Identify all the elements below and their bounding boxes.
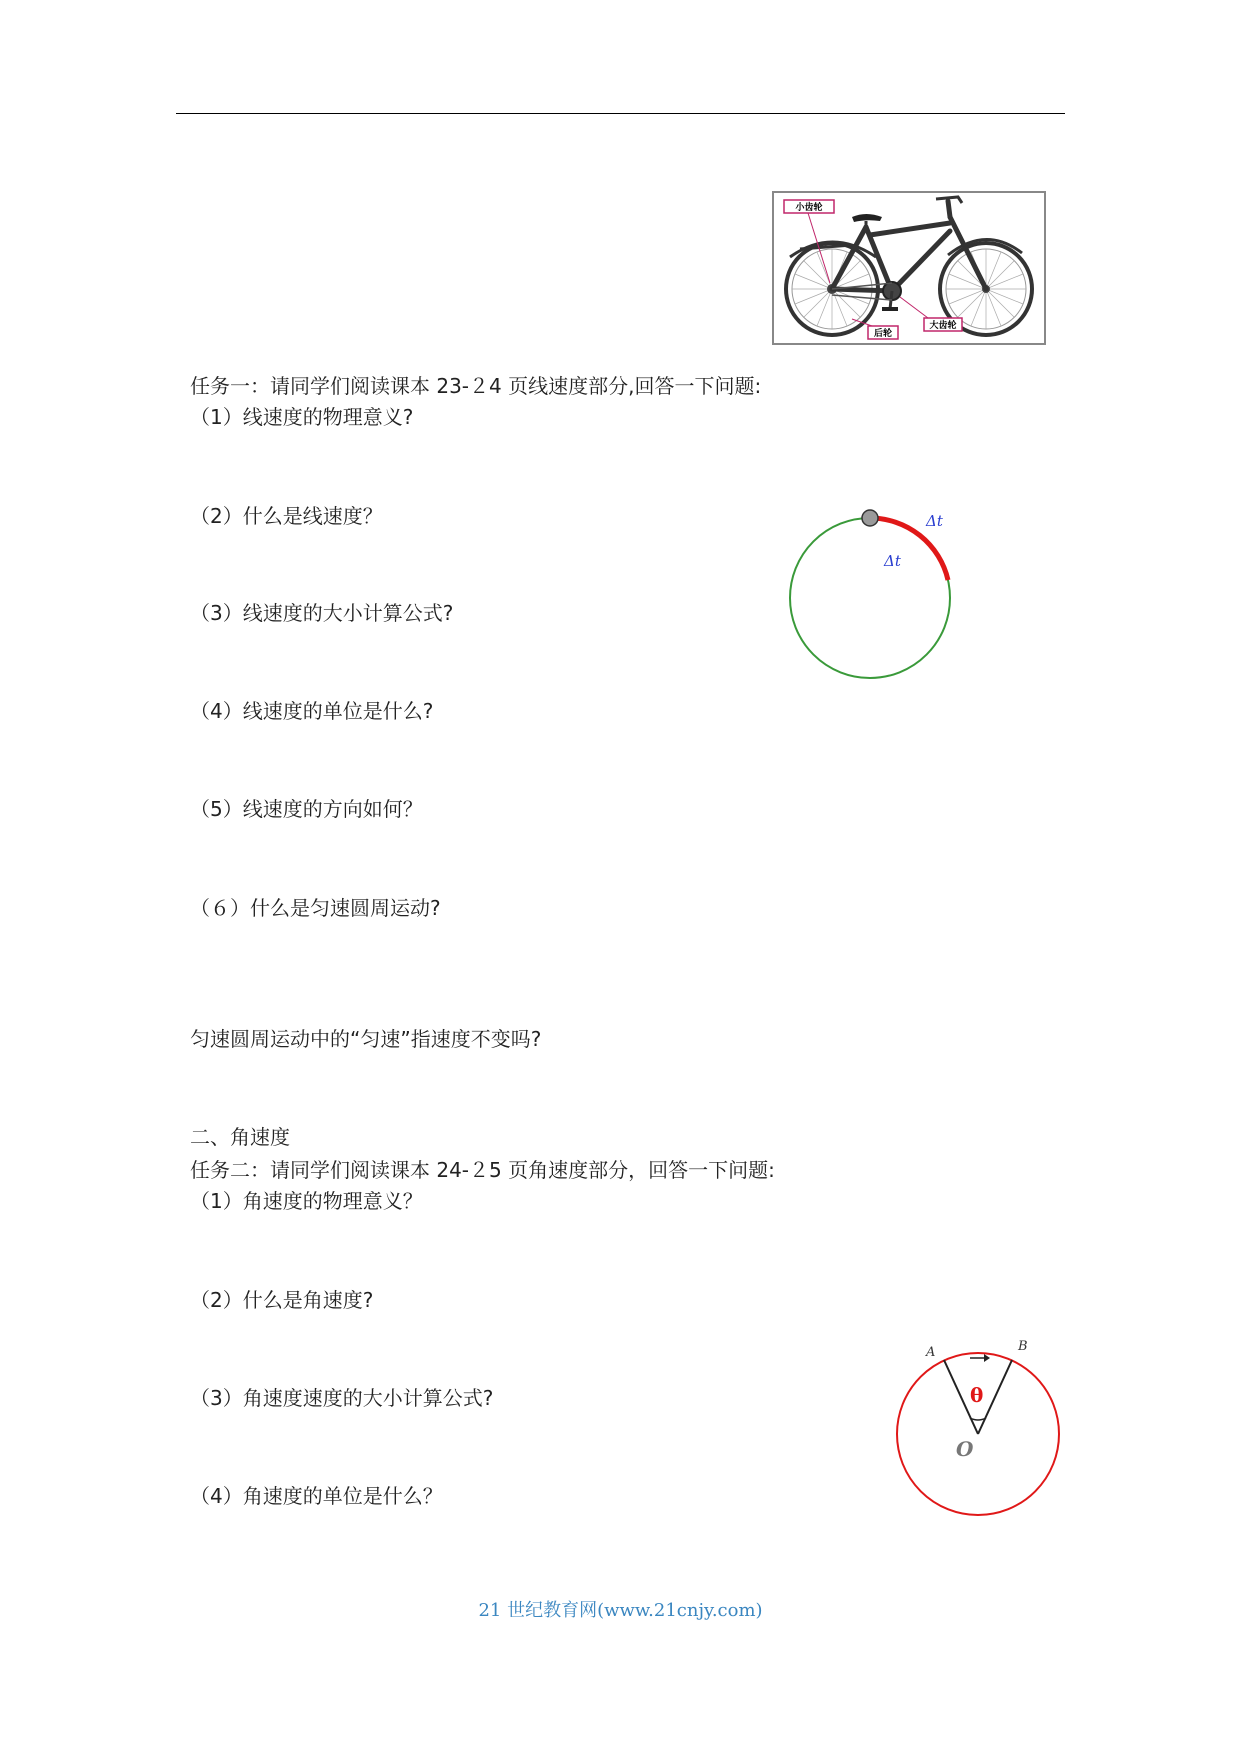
particle-icon [862, 510, 878, 526]
origin-label: O [956, 1437, 974, 1461]
task1-question-1: （1）线速度的物理意义? [190, 405, 414, 429]
task2-question-1: （1）角速度的物理意义？ [190, 1189, 423, 1213]
point-b-label: B [1018, 1339, 1028, 1354]
header-rule [176, 113, 1065, 114]
point-a-label: A [926, 1345, 936, 1360]
task1-heading: 任务一：请同学们阅读课本 23-２4 页线速度部分,回答一下问题: [190, 374, 762, 398]
section2-title: 二、角速度 [190, 1125, 290, 1149]
task2-question-3: （3）角速度速度的大小计算公式? [190, 1386, 494, 1410]
task1-question-6: （６）什么是匀速圆周运动? [190, 896, 441, 920]
task1-question-3: （3）线速度的大小计算公式? [190, 601, 454, 625]
task1-extra-question: 匀速圆周运动中的“匀速”指速度不变吗? [190, 1027, 542, 1051]
angular-velocity-circle-figure [890, 1328, 1070, 1518]
task2-heading: 任务二：请同学们阅读课本 24-２5 页角速度部分，回答一下问题: [190, 1158, 775, 1182]
arrow-right-icon [984, 1354, 990, 1362]
task1-question-2: （2）什么是线速度？ [190, 504, 383, 528]
label-small-gear: 小齿轮 [795, 203, 823, 213]
label-rear-wheel: 后轮 [873, 329, 893, 339]
footer-link[interactable]: 21 世纪教育网(www.21cnjy.com) [478, 1600, 763, 1621]
task2-question-4: （4）角速度的单位是什么？ [190, 1484, 443, 1508]
linear-velocity-circle-figure [780, 500, 960, 690]
label-big-gear: 大齿轮 [929, 321, 957, 331]
task2-question-2: （2）什么是角速度? [190, 1288, 374, 1312]
delta-t-outer-label: Δt [926, 512, 943, 530]
theta-label: θ [970, 1383, 984, 1407]
task1-question-5: （5）线速度的方向如何？ [190, 797, 423, 821]
task1-question-4: （4）线速度的单位是什么? [190, 699, 434, 723]
bicycle-figure [772, 191, 1046, 345]
delta-t-inner-label: Δt [884, 552, 901, 570]
